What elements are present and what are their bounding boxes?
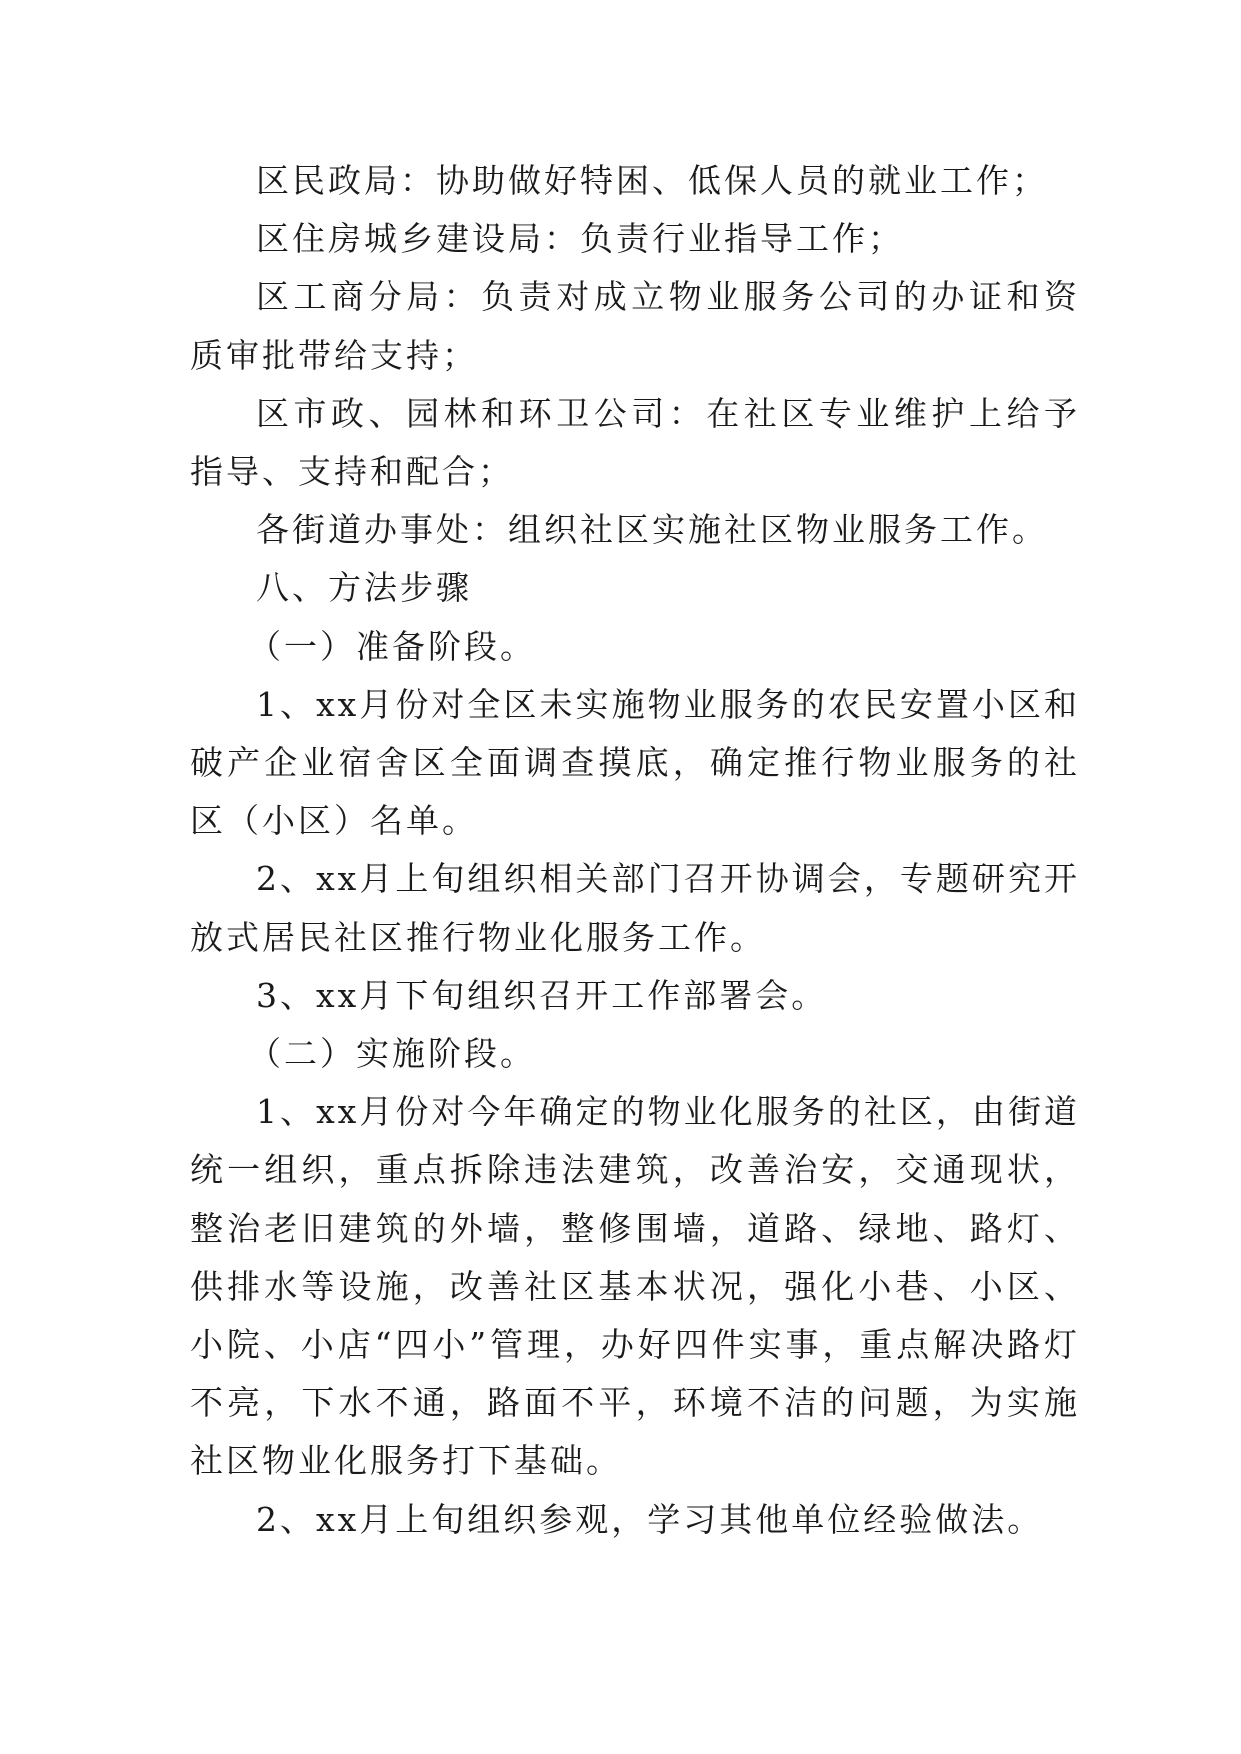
paragraph-street-offices: 各街道办事处：组织社区实施社区物业服务工作。	[256, 510, 1048, 550]
section-heading-methods: 八、方法步骤	[256, 568, 472, 608]
paragraph-prep-step-3: 3、xx月下旬组织召开工作部署会。	[256, 975, 828, 1015]
paragraph-civil-affairs: 区民政局：协助做好特困、低保人员的就业工作；	[256, 161, 1048, 200]
paragraph-housing: 区住房城乡建设局：负责行业指导工作；	[256, 219, 904, 259]
paragraph-prep-step-1: 1、xx月份对全区未实施物业服务的农民安置小区和破产企业宿舍区全面调查摸底，确定推行物业服务的社区（小区）名单。	[190, 684, 1080, 841]
subheading-implementation: （二）实施阶段。	[248, 1034, 536, 1074]
paragraph-impl-step-2: 2、xx月上旬组织参观，学习其他单位经验做法。	[256, 1499, 1044, 1539]
paragraph-commerce: 区工商分局：负责对成立物业服务公司的办证和资质审批带给支持；	[190, 277, 1080, 375]
subheading-preparation: （一）准备阶段。	[248, 626, 536, 666]
document-body	[190, 152, 1080, 1549]
paragraph-impl-step-1: 1、xx月份对今年确定的物业化服务的社区，由街道统一组织，重点拆除违法建筑，改善治安，交通现状，整治老旧建筑的外墙，整修围墙，道路、绿地、路灯、供排水等设施，改善社区基本状况，强化小巷、小区、小院、小店“四小”管理，办好四件实事，重点解决路灯不亮，下水不通，路面不平，环境不洁的问题，为实施社区物业化服务打下基础。	[190, 1092, 1080, 1481]
paragraph-prep-step-2: 2、xx月上旬组织相关部门召开协调会，专题研究开放式居民社区推行物业化服务工作。	[190, 859, 1080, 957]
paragraph-municipal: 区市政、园林和环卫公司：在社区专业维护上给予指导、支持和配合；	[190, 393, 1080, 492]
